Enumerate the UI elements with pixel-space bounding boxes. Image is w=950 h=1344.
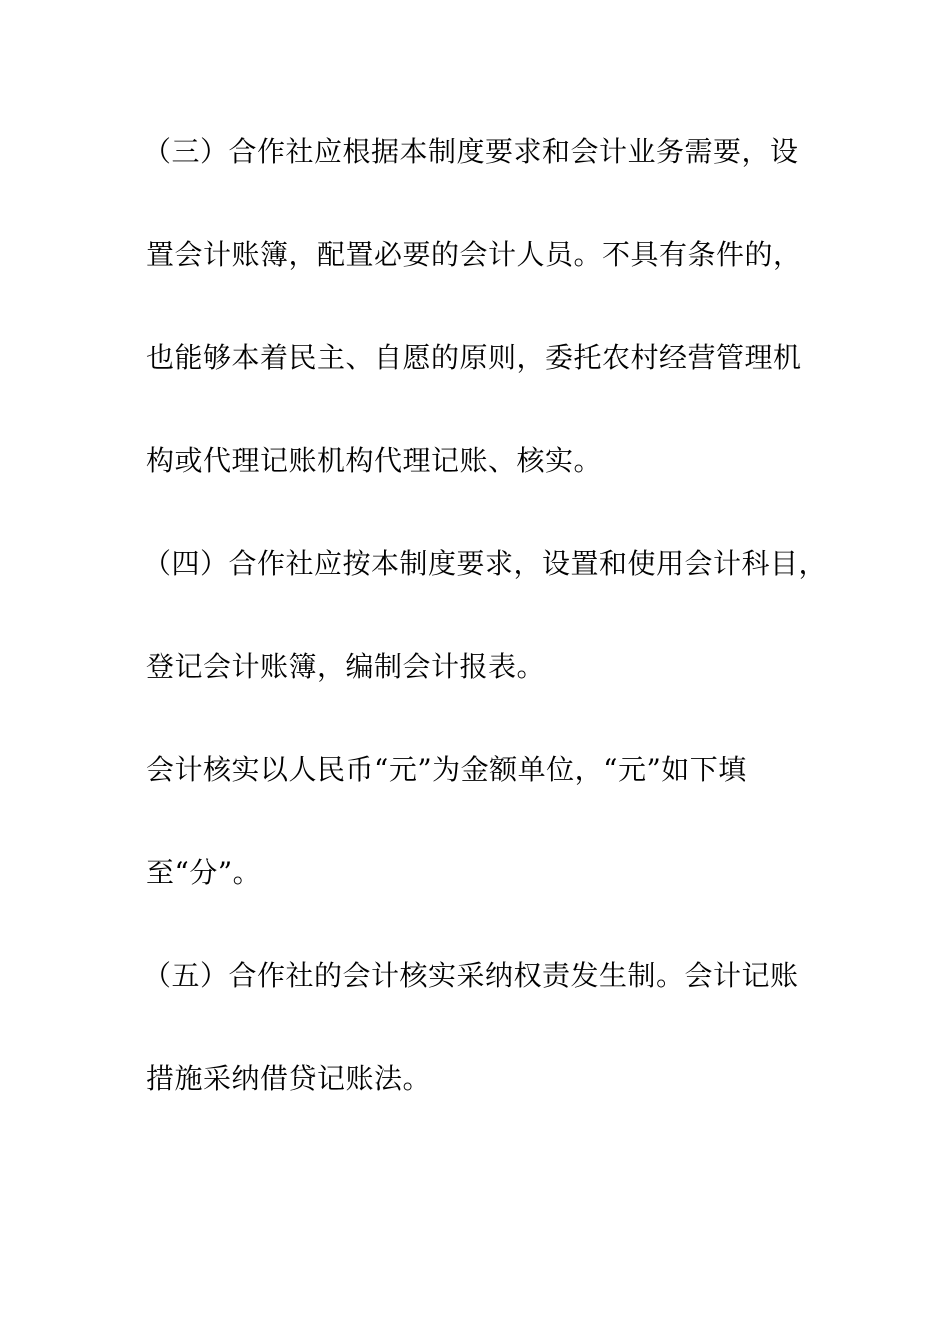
paragraph-3-line-1: （三）合作社应根据本制度要求和会计业务需要，设 [143, 135, 799, 168]
paragraph-3-line-2: 置会计账簿，配置必要的会计人员。不具有条件的， [146, 238, 802, 271]
paragraph-4-line-1: （四）合作社应按本制度要求，设置和使用会计科目， [143, 547, 828, 580]
currency-unit-line-2: 至“分”。 [146, 856, 262, 889]
paragraph-3-line-3: 也能够本着民主、自愿的原则，委托农村经营管理机 [146, 341, 802, 374]
paragraph-4-line-2: 登记会计账簿，编制会计报表。 [146, 650, 546, 683]
paragraph-3-line-4: 构或代理记账机构代理记账、核实。 [146, 444, 603, 477]
currency-unit-line-1: 会计核实以人民币“元”为金额单位，“元”如下填 [146, 753, 747, 786]
paragraph-5-line-2: 措施采纳借贷记账法。 [146, 1062, 432, 1095]
paragraph-5-line-1: （五）合作社的会计核实采纳权责发生制。会计记账 [143, 959, 799, 992]
